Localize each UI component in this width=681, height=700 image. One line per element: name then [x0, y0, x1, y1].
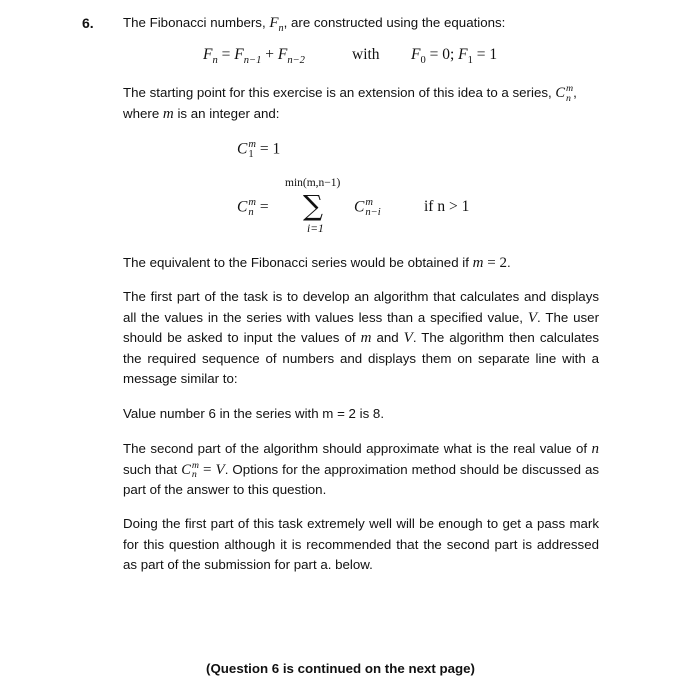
intro-suffix: , are constructed using the equations: — [283, 15, 506, 30]
continuation-footer: (Question 6 is continued on the next page) — [206, 661, 475, 676]
example-message: Value number 6 in the series with m = 2 is 8. — [123, 406, 385, 421]
first-part-paragraph: The first part of the task is to develop an algorithm that calculates and displays all the values in the series with values less than a specified value, V. The user should be asked to input the values of m and V. The algorithm then calculates the required sequence of numbers and displays them on separate line with a message similar to: — [123, 289, 599, 386]
sum-equation-lhs: C m n = — [237, 197, 269, 219]
intro-prefix: The Fibonacci numbers, — [123, 15, 270, 30]
extension-paragraph — [123, 83, 599, 124]
with-word: with — [352, 46, 380, 63]
sigma-symbol: ∑ — [303, 189, 323, 222]
extension-line-1: The starting point for this exercise is an extension of this idea to a series, C m n , — [123, 83, 577, 104]
pass-mark-paragraph: Doing the first part of this task extremely well will be enough to get a pass mark for this question although it is recommended that the second part is addressed as part of the submission for part a. below. — [123, 516, 599, 572]
fib-symbol: $F_n$ — [269, 15, 284, 34]
intro-text — [123, 13, 599, 34]
second-part-paragraph: The second part of the algorithm should approximate what is the real value of n such that C m n = V. Options for the approximation method should be discussed as part of the answer to this question. — [123, 441, 599, 497]
equivalent-text: The equivalent to the Fibonacci series would be obtained if m = 2. — [123, 255, 511, 271]
extension-line-2: where m is an integer and: — [123, 105, 280, 122]
fibonacci-equation: $F_n = F_{n-1} + F_{n-2}$ — [203, 46, 305, 67]
base-case-equation: C m 1 = 1 — [237, 139, 281, 161]
question-number: 6. — [82, 15, 94, 31]
sum-term: C m n−i — [354, 197, 381, 219]
sum-upper-limit: min(m,n−1) — [285, 177, 341, 189]
series-symbol: C m n — [555, 83, 574, 104]
initial-conditions: $F_0 = 0$; $F_1 = 1$ — [411, 46, 498, 67]
sum-condition: if n > 1 — [424, 198, 470, 215]
sum-lower-limit: i=1 — [307, 223, 324, 235]
